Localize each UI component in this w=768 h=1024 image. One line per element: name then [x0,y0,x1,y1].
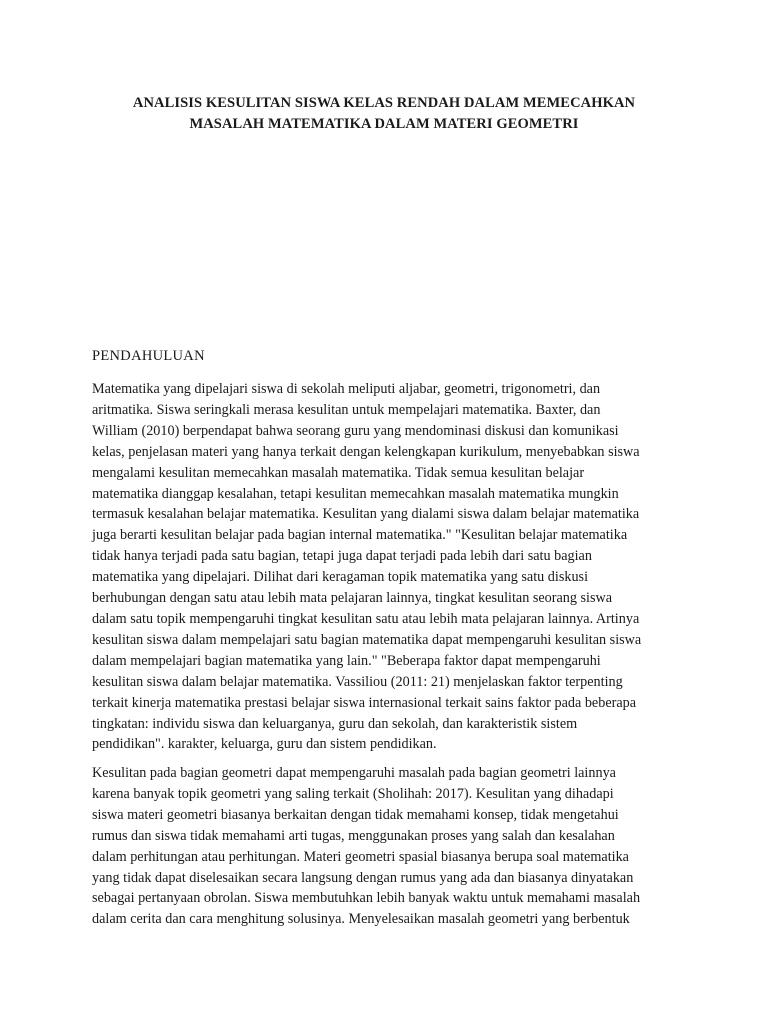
paragraph-line: dalam satu topik mempengaruhi tingkat kesulitan satu atau lebih mata pelajaran lainnya. Artinya [92,610,640,627]
paragraph-line: sebagai pertanyaan obrolan. Siswa membutuhkan lebih banyak waktu untuk memahami masalah [92,890,641,907]
paragraph-line: karena banyak topik geometri yang saling terkait (Sholihah: 2017). Kesulitan yang dihadapi [92,785,614,802]
paragraph-line: William (2010) berpendapat bahwa seorang guru yang mendominasi diskusi dan komunikasi [92,422,619,439]
title-line: ANALISIS KESULITAN SISWA KELAS RENDAH DALAM MEMECAHKAN [132,95,636,111]
paragraph-line: Kesulitan pada bagian geometri dapat mempengaruhi masalah pada bagian geometri lainnya [92,765,616,781]
paragraph-line: dalam perhitungan atau perhitungan. Materi geometri spasial biasanya berupa soal matematika [92,848,629,865]
paragraph-line: kesulitan siswa dalam belajar matematika. Vassiliou (2011: 21) menjelaskan faktor terpenting [92,673,623,690]
paragraph-line: kelas, penjelasan materi yang hanya terkait dengan kelengkapan kurikulum, menyebabkan siswa [92,443,640,460]
paragraph-line: yang tidak dapat diselesaikan secara langsung dengan rumus yang ada dan biasanya dinyatakan [92,869,634,886]
paragraph-line: berhubungan dengan satu atau lebih mata pelajaran lainnya, tingkat kesulitan seorang siswa [92,590,613,607]
paragraph-line: aritmatika. Siswa seringkali merasa kesulitan untuk mempelajari matematika. Baxter, dan [92,401,601,418]
paragraph-line: matematika yang dipelajari. Dilihat dari keragaman topik matematika yang satu diskusi [92,569,589,586]
paragraph-2 [92,763,640,930]
paragraph-line: dalam cerita dan cara menghitung solusinya. Menyelesaikan masalah geometri yang berbentuk [92,911,630,928]
paragraph-1 [92,379,641,755]
paragraph-line: terkait kinerja matematika prestasi belajar siswa internasional terkait sains faktor pada beberapa [92,694,637,711]
paragraph-line: tidak hanya terjadi pada satu bagian, tetapi juga dapat terjadi pada lebih dari satu bagian [92,548,592,565]
paragraph-line: dalam mempelajari bagian matematika yang lain." "Beberapa faktor dapat mempengaruhi [92,652,601,669]
paragraph-line: pendidikan". karakter, keluarga, guru dan sistem pendidikan. [92,736,437,753]
section-heading: PENDAHULUAN [92,348,205,364]
paragraph-line: Matematika yang dipelajari siswa di sekolah meliputi aljabar, geometri, trigonometri, dan [92,381,601,397]
paragraph-line: juga berarti kesulitan belajar pada bagian internal matematika." "Kesulitan belajar matematika [92,527,628,544]
paragraph-line: termasuk kesalahan belajar matematika. Kesulitan yang dialami siswa dalam belajar matematika [92,506,640,523]
paragraph-line: siswa materi geometri biasanya berkaitan dengan tidak memahami konsep, tidak mengetahui [92,806,619,823]
paragraph-line: mengalami kesulitan memecahkan masalah matematika. Tidak semua kesulitan belajar [92,464,585,481]
paragraph-line: tingkatan: individu siswa dan keluarganya, guru dan sekolah, dan karakteristik sistem [92,715,578,732]
paragraph-line: kesulitan siswa dalam mempelajari satu bagian matematika dapat mempengaruhi kesulitan siswa [92,631,642,648]
document-title [60,93,708,135]
title-line: MASALAH MATEMATIKA DALAM MATERI GEOMETRI [189,116,579,132]
paragraph-line: rumus dan siswa tidak memahami arti tugas, menggunakan proses yang salah dan kesalahan [92,827,615,844]
paragraph-line: matematika dianggap kesalahan, tetapi kesulitan memecahkan masalah matematika mungkin [92,485,619,502]
